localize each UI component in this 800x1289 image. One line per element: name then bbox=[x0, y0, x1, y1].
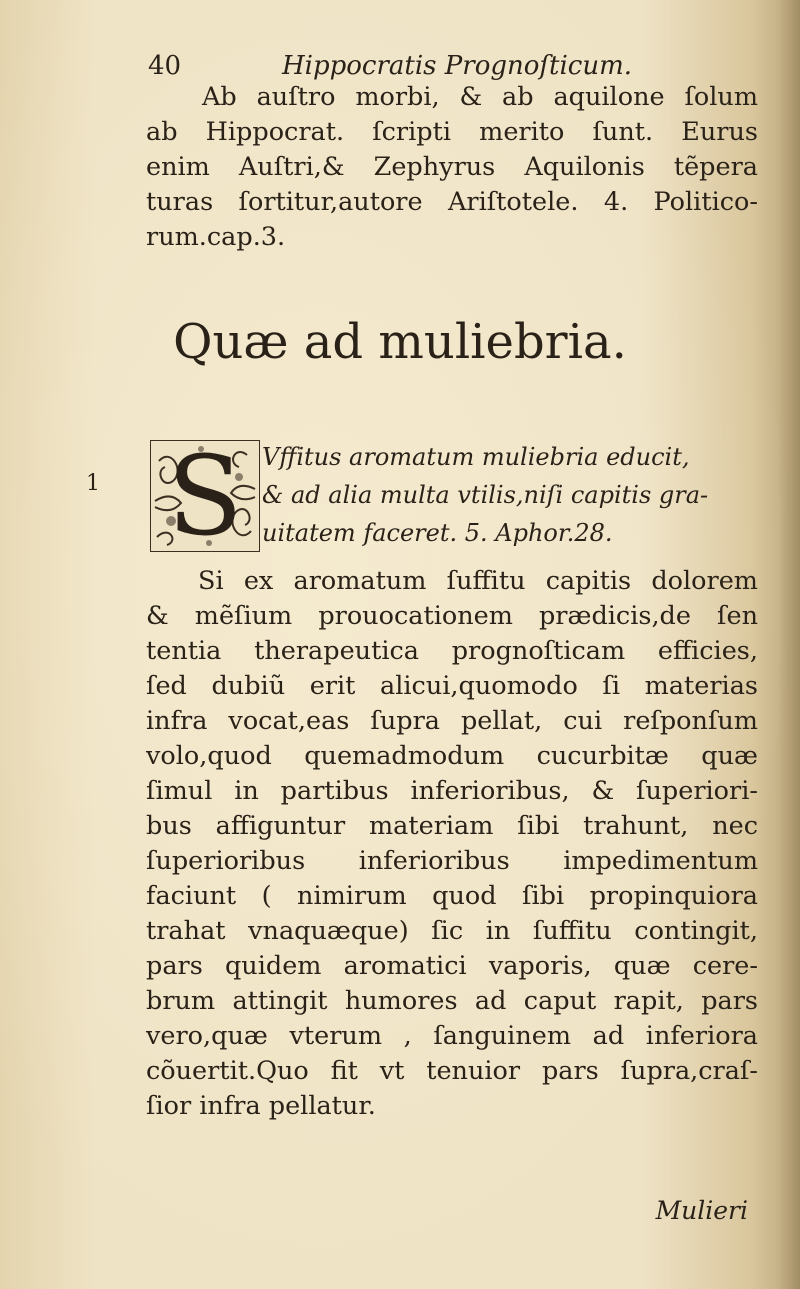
page-number: 40 bbox=[148, 51, 182, 81]
section-heading: Quæ ad muliebria. bbox=[173, 314, 627, 370]
page-gutter-shadow bbox=[778, 0, 800, 1289]
text-line: brum attingit humores ad caput rapit, pars bbox=[146, 986, 758, 1016]
text-line: trahat vnaquæque) ſic in ſuffitu contingit, bbox=[146, 916, 758, 946]
text-line: ab Hippocrat. ſcripti merito ſunt. Eurus bbox=[146, 117, 758, 147]
aphorism-text bbox=[262, 438, 762, 552]
text-line: volo,quod quemadmodum cucurbitæ quæ bbox=[146, 741, 758, 771]
decorated-initial bbox=[150, 440, 260, 552]
text-line: ſuperioribus inferioribus impedimentum bbox=[146, 846, 758, 876]
text-line: Ab auſtro morbi, & ab aquilone ſolum bbox=[202, 82, 758, 112]
text-line: turas ſortitur,autore Ariſtotele. 4. Politico- bbox=[146, 187, 758, 217]
text-line: tentia therapeutica prognoſticam efficies, bbox=[146, 636, 758, 666]
running-title: Hippocratis Prognoſticum. bbox=[282, 51, 633, 81]
text-line: rum.cap.3. bbox=[146, 222, 286, 252]
text-line: & mẽſium prouocationem prædicis,de ſen bbox=[146, 601, 758, 631]
initial-letter: S bbox=[167, 440, 243, 552]
text-line: vero,quæ vterum , ſanguinem ad inferiora bbox=[146, 1021, 758, 1051]
text-line: cõuertit.Quo fit vt tenuior pars ſupra,craſ- bbox=[146, 1056, 758, 1086]
paragraph-1 bbox=[146, 80, 758, 255]
marginal-number: 1 bbox=[86, 471, 100, 496]
text-line: Si ex aromatum ſuffitu capitis dolorem bbox=[198, 566, 758, 596]
aphorism-line: Vffitus aromatum muliebria educit, bbox=[262, 443, 690, 471]
text-line: faciunt ( nimirum quod ſibi propinquiora bbox=[146, 881, 758, 911]
aphorism-line: & ad alia multa vtilis,niſi capitis gra- bbox=[262, 481, 709, 509]
aphorism-line: uitatem faceret. 5. Aphor.28. bbox=[262, 519, 613, 547]
paragraph-2 bbox=[146, 564, 758, 1124]
catchword: Mulieri bbox=[655, 1196, 748, 1225]
aphorism-block bbox=[150, 438, 762, 558]
text-line: ſimul in partibus inferioribus, & ſuperiori- bbox=[146, 776, 758, 806]
text-line: enim Auſtri,& Zephyrus Aquilonis tẽpera bbox=[146, 152, 758, 182]
text-line: bus affiguntur materiam ſibi trahunt, nec bbox=[146, 811, 758, 841]
text-line: pars quidem aromatici vaporis, quæ cere- bbox=[146, 951, 758, 981]
text-line: ſior infra pellatur. bbox=[146, 1091, 376, 1121]
text-line: infra vocat,eas ſupra pellat, cui reſponſum bbox=[146, 706, 758, 736]
text-line: ſed dubiũ erit alicui,quomodo ſi materias bbox=[146, 671, 758, 701]
